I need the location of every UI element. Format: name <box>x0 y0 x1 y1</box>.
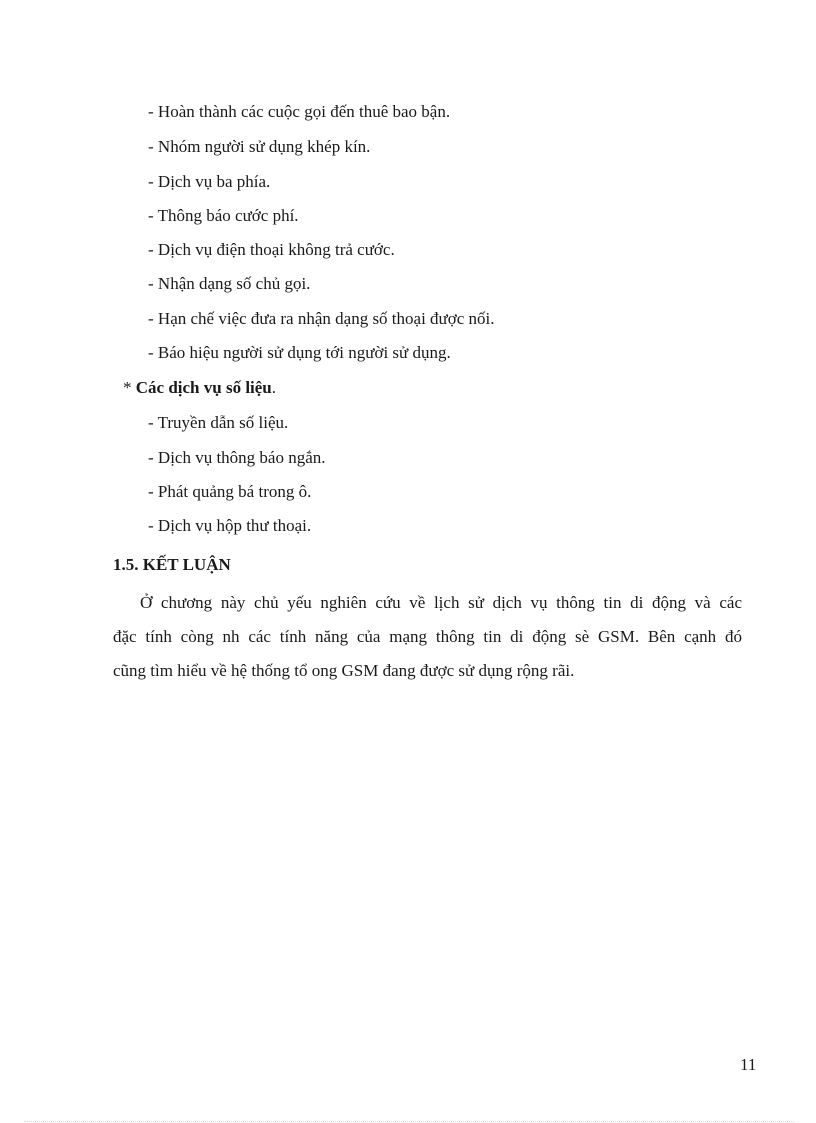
paragraph-line: đặc tính còng nh các tính năng của mạng thông tin di động sè GSM. Bên cạnh đó <box>113 627 742 646</box>
list-item: - Dịch vụ thông báo ngắn. <box>148 448 326 467</box>
paragraph-line: cũng tìm hiểu về hệ thống tổ ong GSM đang được sử dụng rộng rãi. <box>113 661 575 680</box>
paragraph-line: Ở chương này chủ yếu nghiên cứu về lịch sử dịch vụ thông tin di động và các <box>140 593 742 612</box>
list-item: - Báo hiệu người sử dụng tới người sử dụng. <box>148 343 451 362</box>
list-item: - Dịch vụ hộp thư thoại. <box>148 516 312 535</box>
list-item: - Phát quảng bá trong ô. <box>148 482 312 501</box>
section-heading: 1.5. KẾT LUẬN <box>113 555 231 574</box>
list-item: - Dịch vụ điện thoại không trả cước. <box>148 240 395 259</box>
list-item: - Nhận dạng số chủ gọi. <box>148 274 311 293</box>
list-item: - Truyền dẫn số liệu. <box>148 413 289 432</box>
data-services-subheading <box>123 378 276 398</box>
subheading-bullet: * <box>123 378 136 397</box>
list-item: - Hoàn thành các cuộc gọi đến thuê bao bận. <box>148 102 451 121</box>
page-number: 11 <box>740 1055 757 1074</box>
subheading-title: Các dịch vụ số liệu <box>135 378 272 397</box>
subheading-period: . <box>271 378 277 397</box>
list-item: - Thông báo cước phí. <box>148 206 299 225</box>
list-item: - Nhóm người sử dụng khép kín. <box>148 137 371 156</box>
list-item: - Dịch vụ ba phía. <box>148 172 271 191</box>
page-bottom-divider <box>24 1121 794 1122</box>
list-item: - Hạn chế việc đưa ra nhận dạng số thoại được nối. <box>148 309 495 328</box>
